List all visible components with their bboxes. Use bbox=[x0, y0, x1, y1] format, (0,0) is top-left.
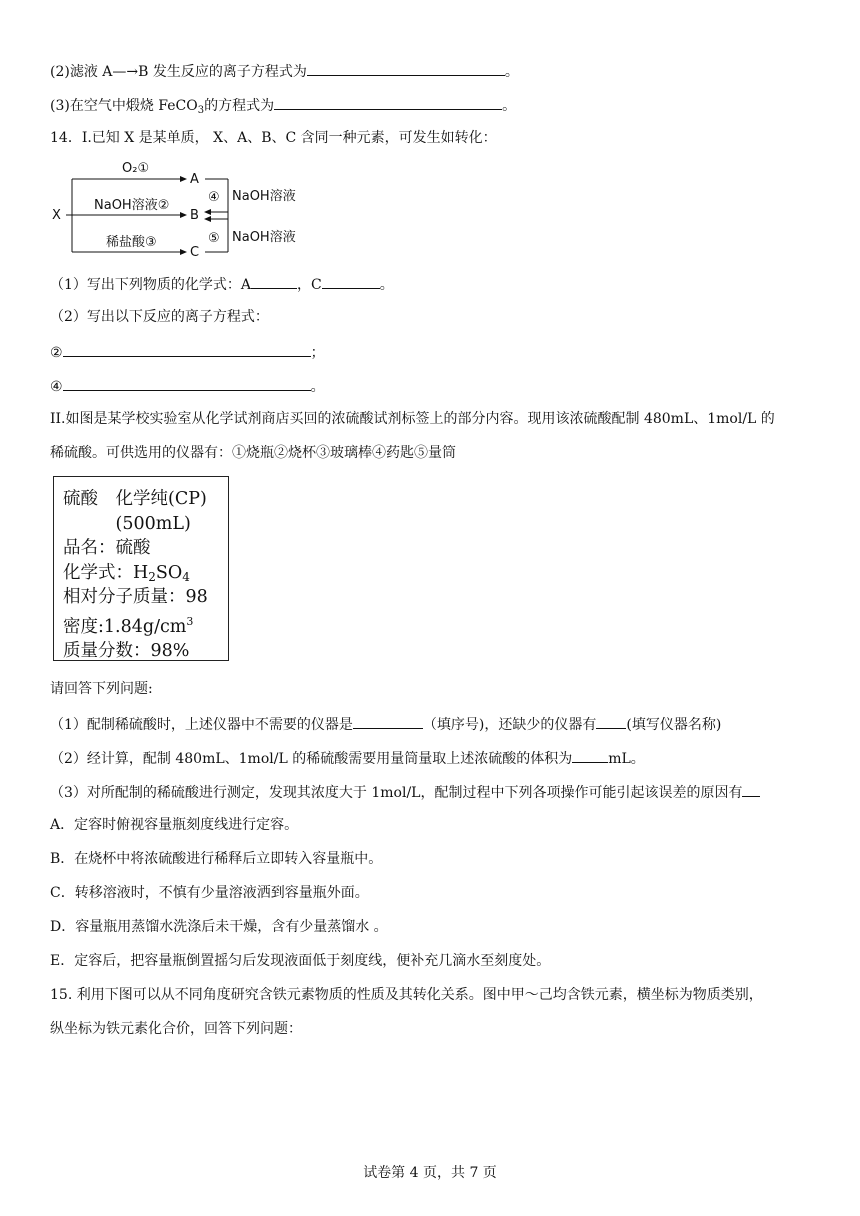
reaction-2-label: NaOH溶液② bbox=[94, 198, 170, 213]
answer-blank-eq4[interactable] bbox=[63, 376, 311, 391]
answer-blank-a[interactable] bbox=[251, 274, 297, 289]
q14-ans3 bbox=[50, 782, 760, 802]
subscript: 2 bbox=[148, 569, 156, 584]
ans1-text: （1）配制稀硫酸时，上述仪器中不需要的仪器是 bbox=[50, 717, 353, 733]
answer-blank-eq2[interactable] bbox=[63, 342, 311, 357]
reaction-3-label: 稀盐酸③ bbox=[106, 235, 157, 250]
reaction-5-label: NaOH溶液 bbox=[232, 230, 296, 245]
node-c: C bbox=[190, 245, 200, 260]
density-text: 密度:1.84g/cm bbox=[63, 616, 187, 637]
q14-eq4 bbox=[50, 376, 325, 396]
eq2-number: ② bbox=[50, 345, 63, 361]
q14-part2-line1: II.如图是某学校实验室从化学试剂商店买回的浓硫酸试剂标签上的部分内容。现用该浓硫酸配制 480mL、1mol/L 的 bbox=[50, 411, 775, 427]
answer-blank-c[interactable] bbox=[322, 274, 380, 289]
ans2-end: mL。 bbox=[608, 751, 645, 767]
answer-blank-ans1b[interactable] bbox=[596, 714, 626, 729]
q14-eq2 bbox=[50, 342, 325, 362]
reagent-label bbox=[53, 476, 229, 661]
option-e: E．定容后，把容量瓶倒置摇匀后发现液面低于刻度线，便补充几滴水至刻度处。 bbox=[50, 953, 551, 969]
q14-intro: 14．I.已知 X 是某单质， X、A、B、C 含同一种元素，可发生如转化： bbox=[50, 130, 497, 146]
ans2-text: （2）经计算，配制 480mL、1mol/L 的稀硫酸需要用量筒量取上述浓硫酸的体积为 bbox=[50, 751, 573, 767]
ans1-mid: （填序号)，还缺少的仪器有 bbox=[422, 717, 597, 733]
q14-sub1-mid: ，C bbox=[297, 277, 322, 293]
subscript: 3 bbox=[197, 105, 205, 116]
superscript: 3 bbox=[186, 614, 194, 628]
q14-ans2 bbox=[50, 748, 645, 768]
node-x: X bbox=[52, 208, 61, 223]
option-c: C．转移溶液时，不慎有少量溶液洒到容量瓶外面。 bbox=[50, 885, 369, 901]
reaction-5-number: ⑤ bbox=[208, 231, 220, 246]
eq4-end: 。 bbox=[310, 379, 325, 395]
ans1-end: (填写仪器名称) bbox=[626, 717, 722, 733]
subscript: 4 bbox=[182, 569, 190, 584]
answer-blank-ans3[interactable] bbox=[742, 782, 760, 797]
node-a: A bbox=[190, 172, 199, 187]
q13-3-text: (3)在空气中煅烧 FeCO bbox=[50, 98, 198, 114]
q13-3-mid: 的方程式为 bbox=[204, 98, 275, 114]
node-b: B bbox=[190, 208, 199, 223]
q14-sub1-end: 。 bbox=[379, 277, 394, 293]
eq4-number: ④ bbox=[50, 379, 63, 395]
q13-2-text: (2)滤液 A—→B 发生反应的离子方程式为 bbox=[50, 64, 307, 80]
q14-sub1-text: （1）写出下列物质的化学式：A bbox=[50, 277, 252, 293]
q14-part2-line2: 稀硫酸。可供选用的仪器有：①烧瓶②烧杯③玻璃棒④药匙⑤量筒 bbox=[50, 445, 456, 461]
q14-ans1 bbox=[50, 714, 721, 734]
formula-mid: SO bbox=[155, 562, 183, 583]
q13-2-end: 。 bbox=[504, 64, 519, 80]
answer-blank-ans2[interactable] bbox=[572, 748, 608, 763]
formula-prefix: 化学式：H bbox=[63, 562, 149, 583]
reaction-4-number: ④ bbox=[208, 190, 220, 205]
label-line-6 bbox=[63, 610, 220, 639]
label-line-4 bbox=[63, 561, 220, 586]
label-line-1: 硫酸 化学纯(CP) bbox=[63, 489, 207, 509]
q14-sub1 bbox=[50, 274, 394, 294]
answer-blank[interactable] bbox=[307, 61, 505, 76]
q13-line-2 bbox=[50, 61, 519, 81]
q15-line2: 纵坐标为铁元素化合价，回答下列问题： bbox=[50, 1021, 302, 1037]
ans3-text: （3）对所配制的稀硫酸进行测定，发现其浓度大于 1mol/L，配制过程中下列各项操作可能引起该误差的原因有 bbox=[50, 785, 743, 801]
answer-blank[interactable] bbox=[274, 95, 502, 110]
option-d: D．容量瓶用蒸馏水洗涤后未干燥，含有少量蒸馏水 。 bbox=[50, 919, 388, 935]
label-line-5: 相对分子质量：98 bbox=[63, 587, 208, 607]
option-b: B．在烧杯中将浓硫酸进行稀释后立即转入容量瓶中。 bbox=[50, 851, 383, 867]
q13-line-3 bbox=[50, 95, 516, 115]
eq2-end: ； bbox=[310, 345, 325, 361]
reaction-4-label: NaOH溶液 bbox=[232, 189, 296, 204]
label-line-7: 质量分数：98% bbox=[63, 640, 190, 661]
reaction-1-label: O₂① bbox=[122, 161, 150, 176]
q14-sub2: （2）写出以下反应的离子方程式： bbox=[50, 309, 269, 325]
q14-ask: 请回答下列问题: bbox=[50, 681, 153, 697]
page-footer: 试卷第 4 页，共 7 页 bbox=[363, 1165, 497, 1181]
option-a: A．定容时俯视容量瓶刻度线进行定容。 bbox=[50, 817, 299, 833]
q13-3-end: 。 bbox=[502, 98, 517, 114]
label-line-3: 品名：硫酸 bbox=[63, 538, 151, 558]
answer-blank-ans1a[interactable] bbox=[353, 714, 423, 729]
label-line-2: (500mL) bbox=[63, 513, 191, 534]
q15-line1: 15. 利用下图可以从不同角度研究含铁元素物质的性质及其转化关系。图中甲～己均含铁元素，横坐标为物质类别， bbox=[50, 987, 763, 1003]
conversion-diagram bbox=[48, 152, 328, 267]
